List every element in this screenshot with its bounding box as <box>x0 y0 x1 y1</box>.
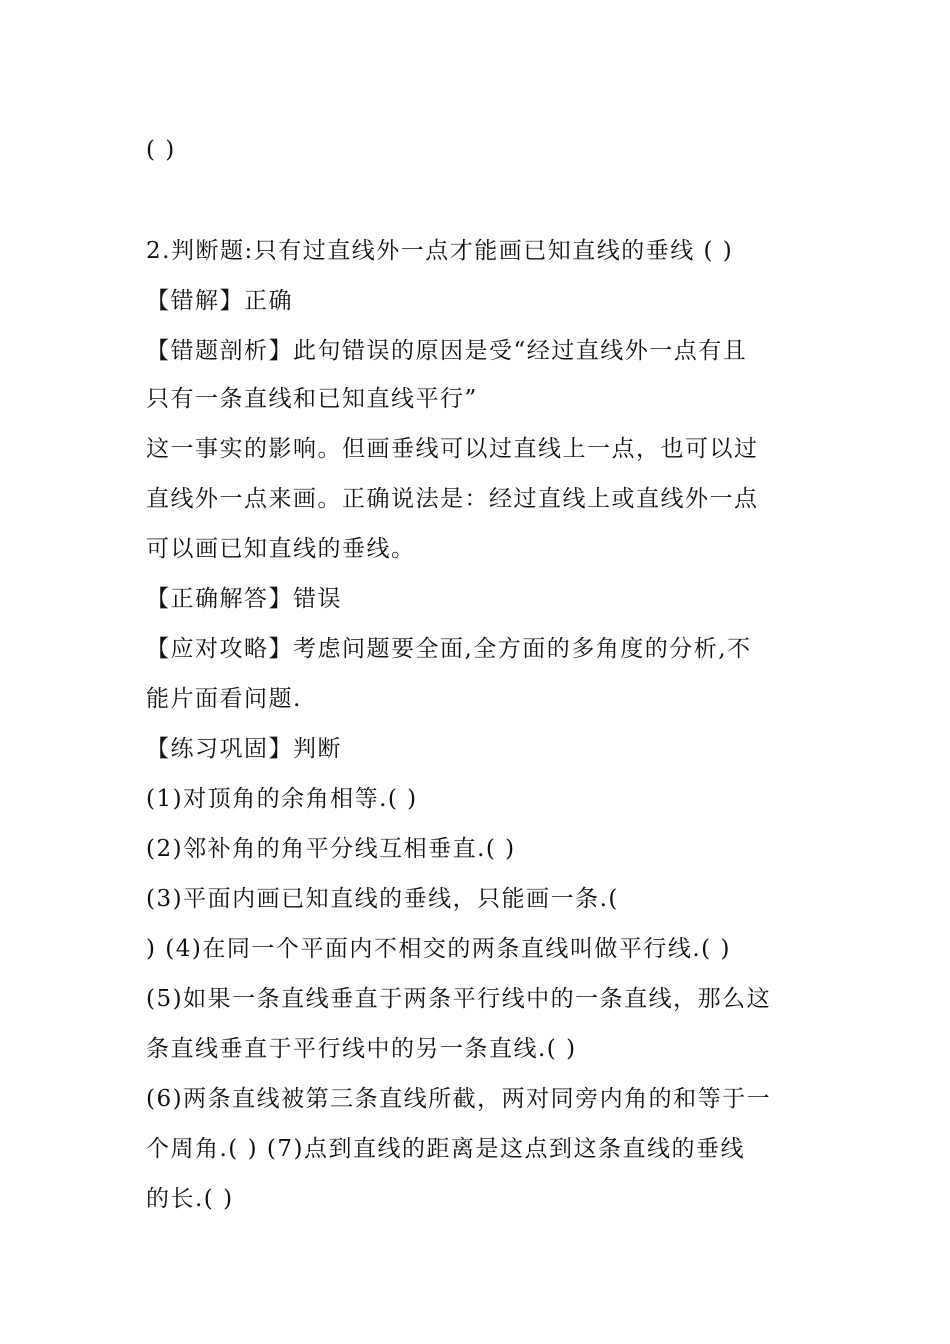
practice-item-4: ) (4)在同一个平面内不相交的两条直线叫做平行线.( ) <box>146 936 731 962</box>
practice-item-2: (2)邻补角的角平分线互相垂直.( ) <box>146 836 516 862</box>
error-analysis-line-2: 只有一条直线和已知直线平行” <box>146 386 478 412</box>
answer-blank-line: ( ) <box>146 137 176 163</box>
wrong-answer-line: 【错解】正确 <box>146 288 293 314</box>
strategy-line-1: 【应对攻略】考虑问题要全面,全方面的多角度的分析,不 <box>146 636 752 662</box>
practice-item-3: (3)平面内画已知直线的垂线，只能画一条.( <box>146 886 619 912</box>
correct-answer-line: 【正确解答】错误 <box>146 586 342 612</box>
error-analysis-line-4: 直线外一点来画。正确说法是：经过直线上或直线外一点 <box>146 486 759 512</box>
strategy-line-2: 能片面看问题. <box>146 686 302 712</box>
practice-item-6-line-1: (6)两条直线被第三条直线所截，两对同旁内角的和等于一 <box>146 1086 772 1112</box>
practice-item-5-line-1: (5)如果一条直线垂直于两条平行线中的一条直线，那么这 <box>146 986 772 1012</box>
error-analysis-line-5: 可以画已知直线的垂线。 <box>146 536 416 562</box>
question-2-text: 2.判断题:只有过直线外一点才能画已知直线的垂线 ( ) <box>146 238 734 264</box>
practice-heading: 【练习巩固】判断 <box>146 736 342 762</box>
practice-item-6-7-line: 个周角.( ) (7)点到直线的距离是这点到这条直线的垂线 <box>146 1136 745 1162</box>
practice-item-1: (1)对顶角的余角相等.( ) <box>146 786 418 812</box>
practice-item-7-line-2: 的长.( ) <box>146 1186 234 1212</box>
error-analysis-line-3: 这一事实的影响。但画垂线可以过直线上一点，也可以过 <box>146 436 759 462</box>
practice-item-5-line-2: 条直线垂直于平行线中的另一条直线.( ) <box>146 1036 577 1062</box>
error-analysis-line-1: 【错题剖析】此句错误的原因是受“经过直线外一点有且 <box>146 338 748 364</box>
